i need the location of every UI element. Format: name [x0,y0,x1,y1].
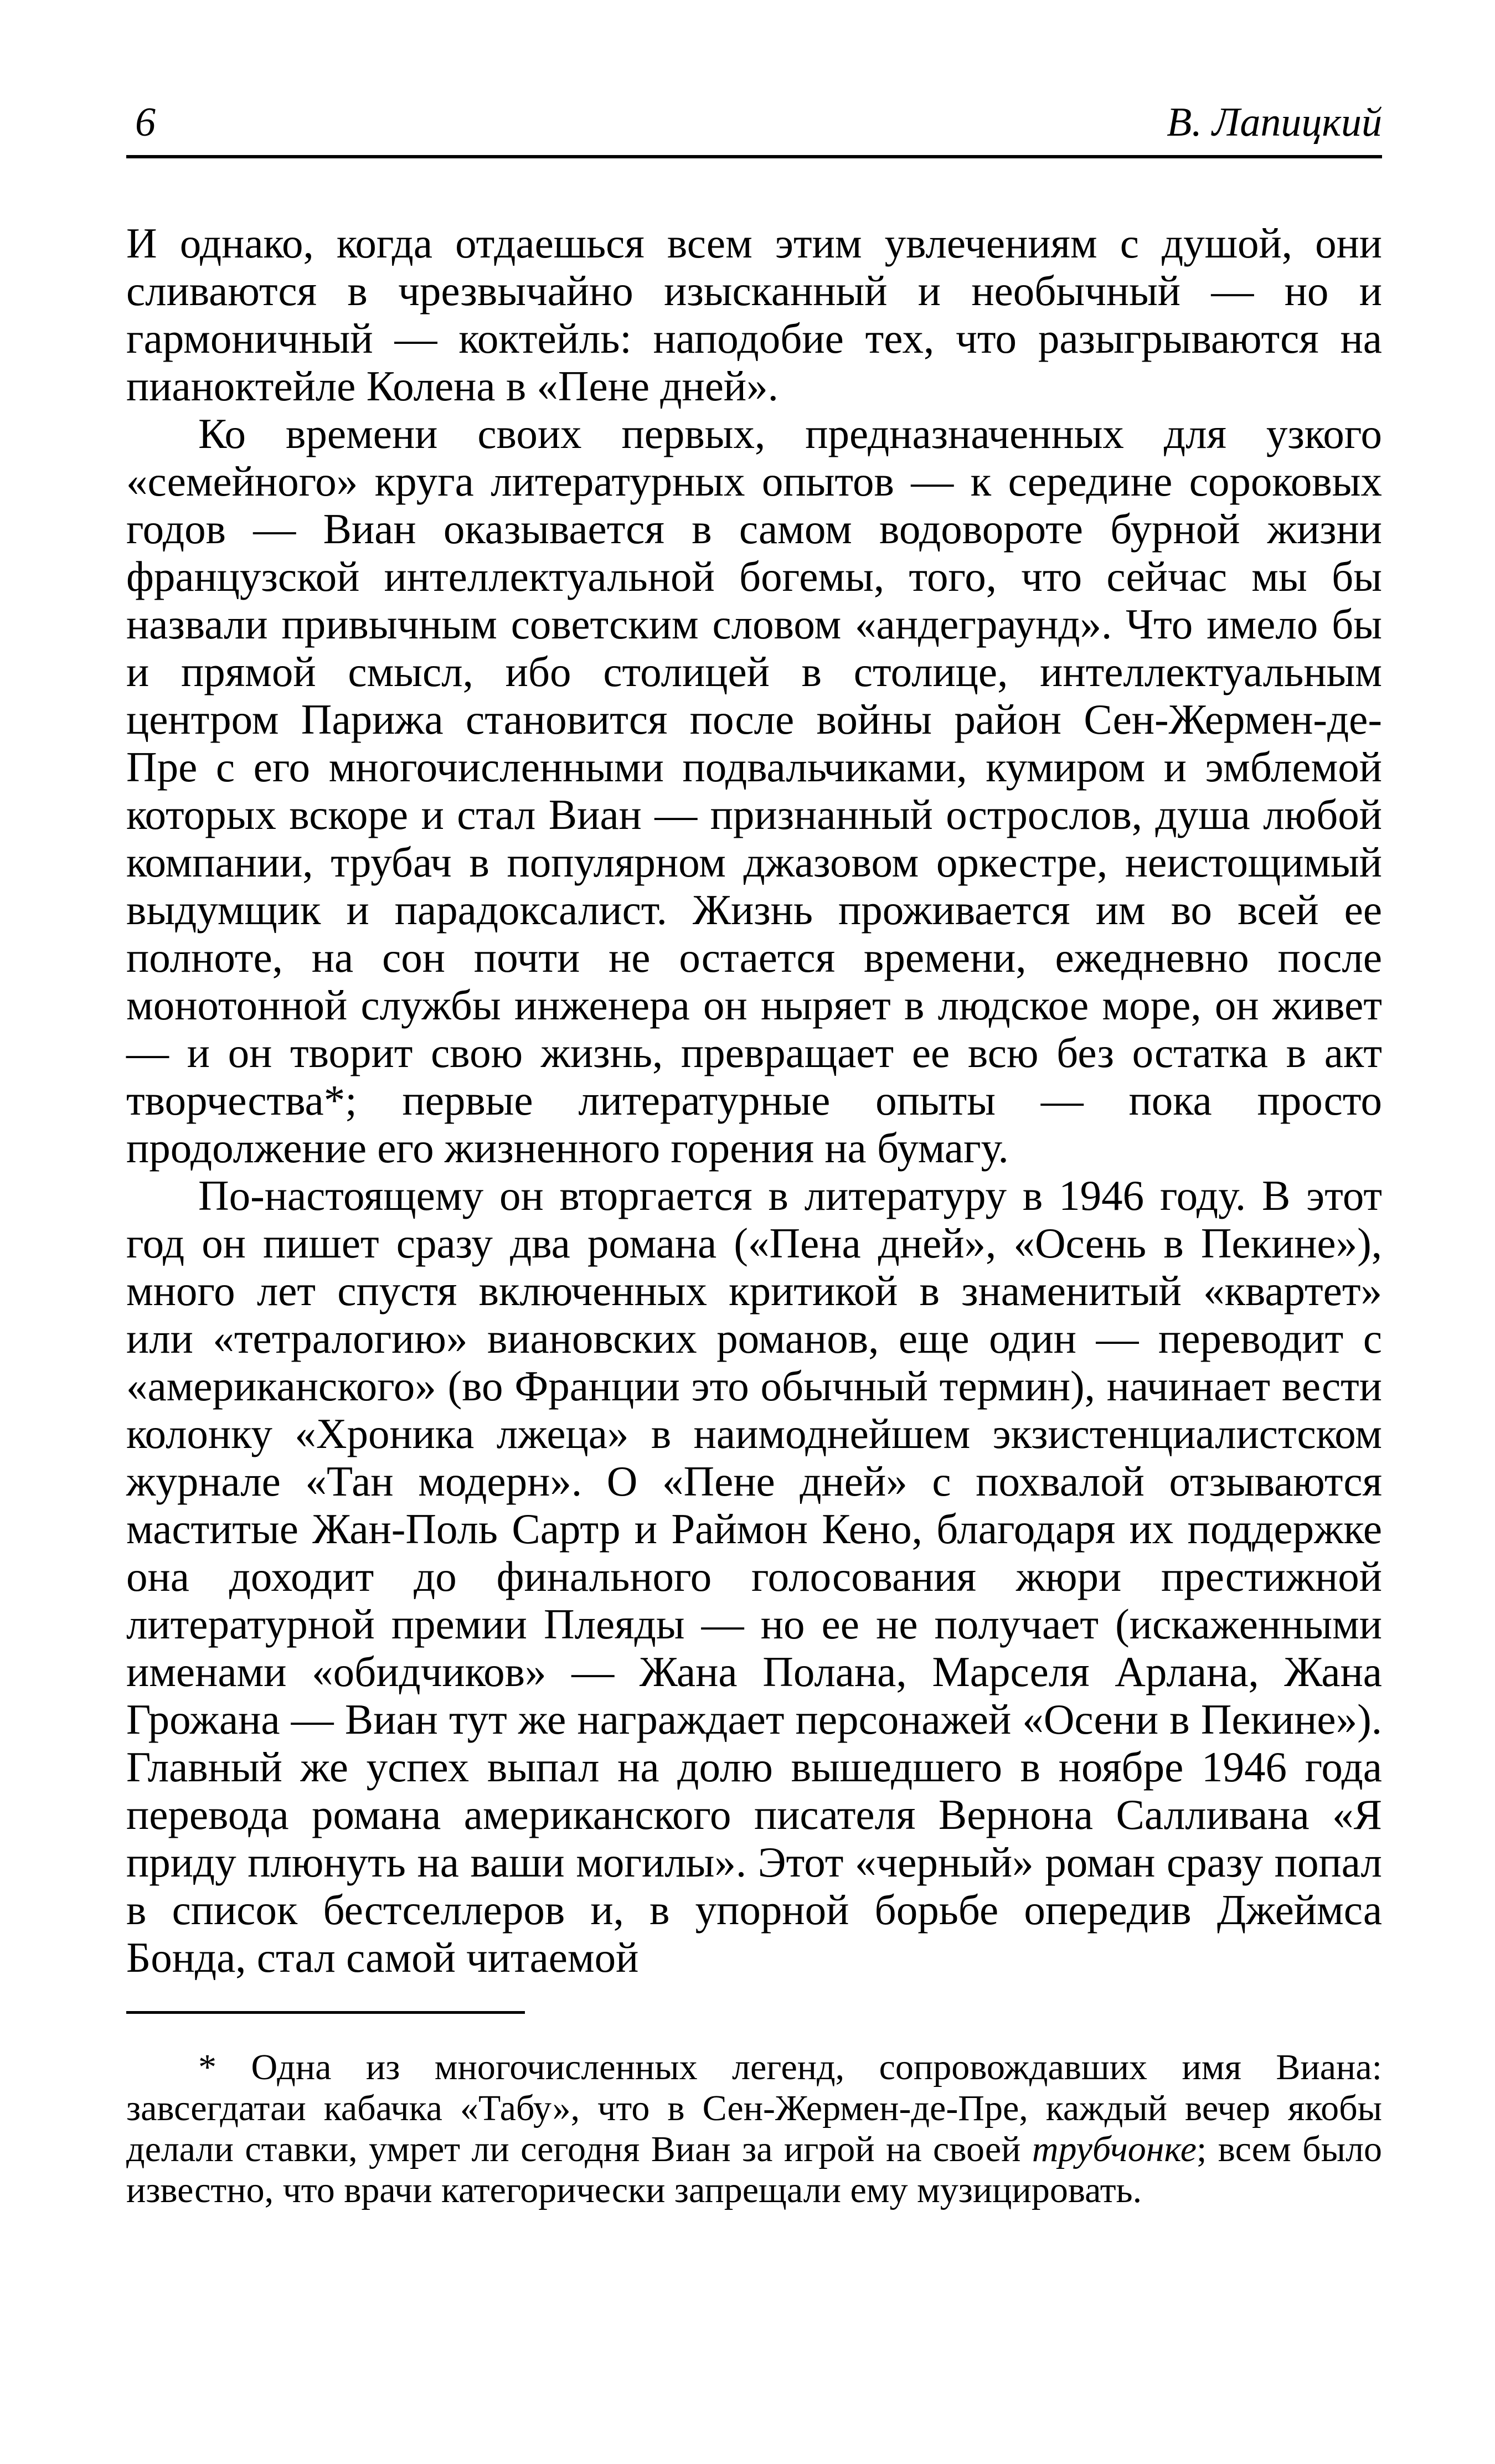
footnote [126,2047,1382,2211]
footnote-text-end: ; всем было известно, что врачи категорически запрещали ему музицировать. [126,2129,1382,2210]
page-number: 6 [135,100,156,145]
footnote-text-start: * Одна из многочисленных легенд, сопровождавших имя Виана: завсегдатаи кабачка «Табу», что в Сен-Жермен-де-Пре, каждый вечер якобы делали ставки, умрет ли сегодня Виан за игрой на своей [126,2047,1382,2169]
paragraph: По-настоящему он вторгается в литературу в 1946 году. В этот год он пишет сразу два романа («Пена дней», «Осень в Пекине»), много лет спустя включенных критикой в знаменитый «квартет» или «тетралогию» виановских романов, еще один — переводит с «американского» (во Франции это обычный термин), начинает вести колонку «Хроника лжеца» в наимоднейшем экзистенциалистском журнале «Тан модерн». О «Пене дней» с похвалой отзываются маститые Жан-Поль Сартр и Раймон Кено, благодаря их поддержке она доходит до финального голосования жюри престижной литературной премии Плеяды — но ее не получает (искаженными именами «обидчиков» — Жана Полана, Марселя Арлана, Жана Грожана — Виан тут же награждает персонажей «Осени в Пекине»). Главный же успех выпал на долю вышедшего в ноябре 1946 года перевода романа американского писателя Вернона Салливана «Я приду плюнуть на ваши могилы». Этот «черный» роман сразу попал в список бестселлеров и, в упорной борьбе опередив Джеймса Бонда, стал самой читаемой [126,1172,1382,1981]
book-page [126,94,1382,2386]
footnote-italic-word: трубчонке [1032,2129,1197,2169]
paragraph: Ко времени своих первых, предназначенных для узкого «семейного» круга литературных опытов — к середине сороковых годов — Виан оказывается в самом водовороте бурной жизни французской интеллектуальной богемы, того, что сейчас мы бы назвали привычным советским словом «андеграунд». Что имело бы и прямой смысл, ибо столицей в столице, интеллектуальным центром Парижа становится после войны район Сен-Жермен-де-Пре с его многочисленными подвальчиками, кумиром и эмблемой которых вскоре и стал Виан — признанный острослов, душа любой компании, трубач в популярном джазовом оркестре, неистощимый выдумщик и парадоксалист. Жизнь проживается им во всей ее полноте, на сон почти не остается времени, ежедневно после монотонной службы инженера он ныряет в людское море, он живет — и он творит свою жизнь, превращает ее всю без остатка в акт творчества*; первые литературные опыты — пока просто продолжение его жизненного горения на бумагу. [126,410,1382,1172]
main-text [126,219,1382,1981]
page-header [126,94,1382,158]
running-head-author: В. Лапицкий [1167,100,1382,145]
paragraph: И однако, когда отдаешься всем этим увлечениям с душой, они сливаются в чрезвычайно изысканный и необычный — но и гармоничный — коктейль: наподобие тех, что разыгрываются на пианоктейле Колена в «Пене дней». [126,219,1382,410]
footnote-text [126,2047,1382,2211]
footnote-divider [126,2011,525,2014]
